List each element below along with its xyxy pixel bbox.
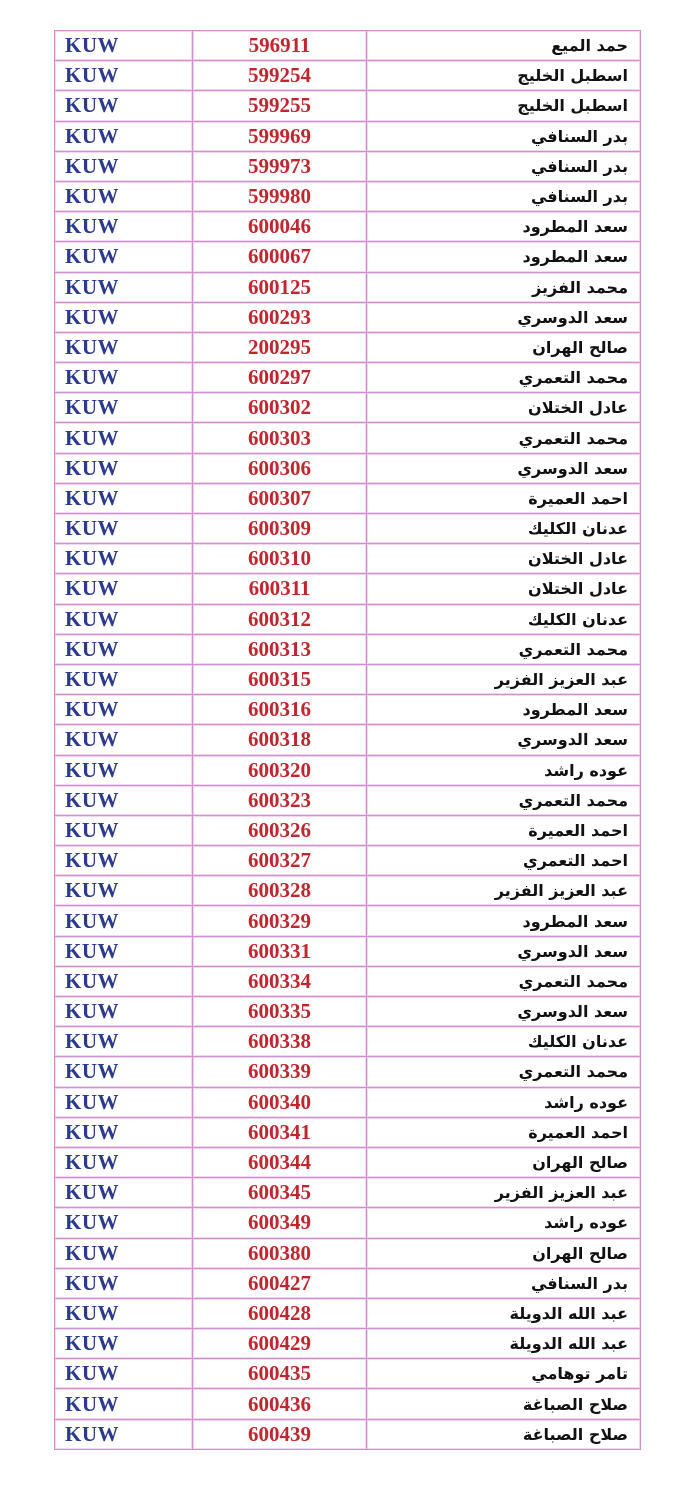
country-code-cell: KUW (55, 634, 193, 664)
table-row (55, 725, 641, 755)
country-code-cell: KUW (55, 1087, 193, 1117)
registration-number-cell: 599254 (193, 61, 367, 91)
table-row (55, 906, 641, 936)
table-row (55, 1268, 641, 1298)
table-row (55, 302, 641, 332)
country-code-cell: KUW (55, 91, 193, 121)
table-row (55, 574, 641, 604)
owner-name-cell: عادل الختلان (367, 544, 641, 574)
owner-name-cell: سعد المطرود (367, 242, 641, 272)
registration-number-cell: 600307 (193, 483, 367, 513)
table-row (55, 242, 641, 272)
owner-name-cell: عدنان الكليك (367, 604, 641, 634)
country-code-cell: KUW (55, 1178, 193, 1208)
country-code-cell: KUW (55, 212, 193, 242)
table-row (55, 966, 641, 996)
country-code-cell: KUW (55, 1147, 193, 1177)
table-row (55, 785, 641, 815)
owner-name-cell: محمد التعمري (367, 423, 641, 453)
table-row (55, 1057, 641, 1087)
registration-number-cell: 600329 (193, 906, 367, 936)
registration-number-cell: 600344 (193, 1147, 367, 1177)
country-code-cell: KUW (55, 876, 193, 906)
registration-number-cell: 600313 (193, 634, 367, 664)
table-row (55, 815, 641, 845)
owner-name-cell: سعد الدوسري (367, 302, 641, 332)
owner-name-cell: عبد الله الدويلة (367, 1298, 641, 1328)
owner-name-cell: بدر السنافي (367, 181, 641, 211)
table-row (55, 423, 641, 453)
country-code-cell: KUW (55, 332, 193, 362)
registry-table (54, 30, 641, 1450)
registration-number-cell: 600334 (193, 966, 367, 996)
table-row (55, 1329, 641, 1359)
registration-number-cell: 600439 (193, 1419, 367, 1449)
owner-name-cell: سعد الدوسري (367, 997, 641, 1027)
owner-name-cell: عدنان الكليك (367, 514, 641, 544)
country-code-cell: KUW (55, 544, 193, 574)
registration-number-cell: 600293 (193, 302, 367, 332)
table-row (55, 936, 641, 966)
table-row (55, 997, 641, 1027)
owner-name-cell: صلاح الصباغة (367, 1419, 641, 1449)
table-row (55, 664, 641, 694)
registration-number-cell: 600312 (193, 604, 367, 634)
table-row (55, 31, 641, 61)
owner-name-cell: عوده راشد (367, 1208, 641, 1238)
registration-number-cell: 600046 (193, 212, 367, 242)
owner-name-cell: احمد العميرة (367, 815, 641, 845)
owner-name-cell: محمد التعمري (367, 363, 641, 393)
country-code-cell: KUW (55, 1238, 193, 1268)
registration-number-cell: 600339 (193, 1057, 367, 1087)
country-code-cell: KUW (55, 604, 193, 634)
country-code-cell: KUW (55, 846, 193, 876)
country-code-cell: KUW (55, 453, 193, 483)
country-code-cell: KUW (55, 31, 193, 61)
country-code-cell: KUW (55, 363, 193, 393)
country-code-cell: KUW (55, 61, 193, 91)
table-row (55, 695, 641, 725)
owner-name-cell: بدر السنافي (367, 151, 641, 181)
table-row (55, 121, 641, 151)
registration-number-cell: 600309 (193, 514, 367, 544)
owner-name-cell: احمد العميرة (367, 483, 641, 513)
country-code-cell: KUW (55, 393, 193, 423)
registration-number-cell: 600349 (193, 1208, 367, 1238)
country-code-cell: KUW (55, 302, 193, 332)
registration-number-cell: 600331 (193, 936, 367, 966)
registration-number-cell: 600316 (193, 695, 367, 725)
table-row (55, 212, 641, 242)
country-code-cell: KUW (55, 785, 193, 815)
registration-number-cell: 600315 (193, 664, 367, 694)
table-row (55, 876, 641, 906)
registration-number-cell: 600327 (193, 846, 367, 876)
owner-name-cell: محمد الفزيز (367, 272, 641, 302)
registration-number-cell: 599980 (193, 181, 367, 211)
owner-name-cell: صالح الهران (367, 1147, 641, 1177)
table-row (55, 1178, 641, 1208)
country-code-cell: KUW (55, 483, 193, 513)
country-code-cell: KUW (55, 1268, 193, 1298)
table-row (55, 1419, 641, 1449)
registration-number-cell: 600302 (193, 393, 367, 423)
country-code-cell: KUW (55, 1329, 193, 1359)
table-row (55, 634, 641, 664)
owner-name-cell: عدنان الكليك (367, 1027, 641, 1057)
table-row (55, 1117, 641, 1147)
registration-number-cell: 600338 (193, 1027, 367, 1057)
table-row (55, 755, 641, 785)
owner-name-cell: عبد الله الدويلة (367, 1329, 641, 1359)
registration-number-cell: 599255 (193, 91, 367, 121)
owner-name-cell: سعد الدوسري (367, 725, 641, 755)
owner-name-cell: محمد التعمري (367, 785, 641, 815)
owner-name-cell: حمد الميع (367, 31, 641, 61)
country-code-cell: KUW (55, 514, 193, 544)
registration-number-cell: 200295 (193, 332, 367, 362)
table-row (55, 332, 641, 362)
registration-number-cell: 600311 (193, 574, 367, 604)
owner-name-cell: عبد العزيز الفزير (367, 876, 641, 906)
registration-number-cell: 600341 (193, 1117, 367, 1147)
country-code-cell: KUW (55, 755, 193, 785)
country-code-cell: KUW (55, 966, 193, 996)
registration-number-cell: 600345 (193, 1178, 367, 1208)
registration-number-cell: 600067 (193, 242, 367, 272)
table-row (55, 1238, 641, 1268)
table-row (55, 61, 641, 91)
table-row (55, 1359, 641, 1389)
owner-name-cell: محمد التعمري (367, 966, 641, 996)
owner-name-cell: عبد العزيز الفزير (367, 1178, 641, 1208)
owner-name-cell: احمد العميرة (367, 1117, 641, 1147)
owner-name-cell: بدر السنافي (367, 1268, 641, 1298)
owner-name-cell: سعد الدوسري (367, 936, 641, 966)
owner-name-cell: بدر السنافي (367, 121, 641, 151)
owner-name-cell: تامر توهامي (367, 1359, 641, 1389)
table-row (55, 453, 641, 483)
owner-name-cell: عوده راشد (367, 755, 641, 785)
country-code-cell: KUW (55, 695, 193, 725)
owner-name-cell: عادل الختلان (367, 574, 641, 604)
country-code-cell: KUW (55, 272, 193, 302)
owner-name-cell: سعد الدوسري (367, 453, 641, 483)
owner-name-cell: عبد العزيز الفزير (367, 664, 641, 694)
owner-name-cell: سعد المطرود (367, 212, 641, 242)
country-code-cell: KUW (55, 906, 193, 936)
registration-number-cell: 599969 (193, 121, 367, 151)
registration-number-cell: 600436 (193, 1389, 367, 1419)
table-row (55, 272, 641, 302)
country-code-cell: KUW (55, 1359, 193, 1389)
table-row (55, 181, 641, 211)
table-row (55, 846, 641, 876)
registration-number-cell: 600326 (193, 815, 367, 845)
country-code-cell: KUW (55, 664, 193, 694)
country-code-cell: KUW (55, 1298, 193, 1328)
owner-name-cell: سعد المطرود (367, 695, 641, 725)
owner-name-cell: محمد التعمري (367, 1057, 641, 1087)
country-code-cell: KUW (55, 242, 193, 272)
country-code-cell: KUW (55, 151, 193, 181)
country-code-cell: KUW (55, 1057, 193, 1087)
table-row (55, 91, 641, 121)
country-code-cell: KUW (55, 121, 193, 151)
registration-number-cell: 600380 (193, 1238, 367, 1268)
country-code-cell: KUW (55, 181, 193, 211)
registration-number-cell: 600429 (193, 1329, 367, 1359)
registration-number-cell: 600303 (193, 423, 367, 453)
owner-name-cell: صالح الهران (367, 332, 641, 362)
owner-name-cell: اسطبل الخليج (367, 61, 641, 91)
owner-name-cell: عوده راشد (367, 1087, 641, 1117)
country-code-cell: KUW (55, 815, 193, 845)
country-code-cell: KUW (55, 1117, 193, 1147)
registry-body (55, 31, 641, 1450)
country-code-cell: KUW (55, 936, 193, 966)
owner-name-cell: احمد التعمري (367, 846, 641, 876)
table-row (55, 1208, 641, 1238)
table-row (55, 151, 641, 181)
country-code-cell: KUW (55, 1389, 193, 1419)
registration-number-cell: 600328 (193, 876, 367, 906)
registration-number-cell: 600306 (193, 453, 367, 483)
owner-name-cell: صالح الهران (367, 1238, 641, 1268)
table-row (55, 1027, 641, 1057)
table-row (55, 1147, 641, 1177)
table-row (55, 1389, 641, 1419)
registration-number-cell: 600335 (193, 997, 367, 1027)
table-row (55, 393, 641, 423)
table-row (55, 604, 641, 634)
registration-number-cell: 600310 (193, 544, 367, 574)
table-row (55, 483, 641, 513)
country-code-cell: KUW (55, 725, 193, 755)
registration-number-cell: 600125 (193, 272, 367, 302)
table-row (55, 514, 641, 544)
registration-number-cell: 599973 (193, 151, 367, 181)
owner-name-cell: صلاح الصباغة (367, 1389, 641, 1419)
registration-number-cell: 596911 (193, 31, 367, 61)
registration-number-cell: 600427 (193, 1268, 367, 1298)
country-code-cell: KUW (55, 1027, 193, 1057)
registration-number-cell: 600435 (193, 1359, 367, 1389)
owner-name-cell: محمد التعمري (367, 634, 641, 664)
country-code-cell: KUW (55, 1208, 193, 1238)
table-row (55, 1087, 641, 1117)
registration-number-cell: 600320 (193, 755, 367, 785)
registration-number-cell: 600318 (193, 725, 367, 755)
registration-number-cell: 600340 (193, 1087, 367, 1117)
country-code-cell: KUW (55, 574, 193, 604)
country-code-cell: KUW (55, 423, 193, 453)
table-row (55, 363, 641, 393)
country-code-cell: KUW (55, 997, 193, 1027)
table-row (55, 544, 641, 574)
registration-number-cell: 600297 (193, 363, 367, 393)
country-code-cell: KUW (55, 1419, 193, 1449)
owner-name-cell: عادل الختلان (367, 393, 641, 423)
owner-name-cell: اسطبل الخليج (367, 91, 641, 121)
registration-number-cell: 600428 (193, 1298, 367, 1328)
table-row (55, 1298, 641, 1328)
owner-name-cell: سعد المطرود (367, 906, 641, 936)
registration-number-cell: 600323 (193, 785, 367, 815)
